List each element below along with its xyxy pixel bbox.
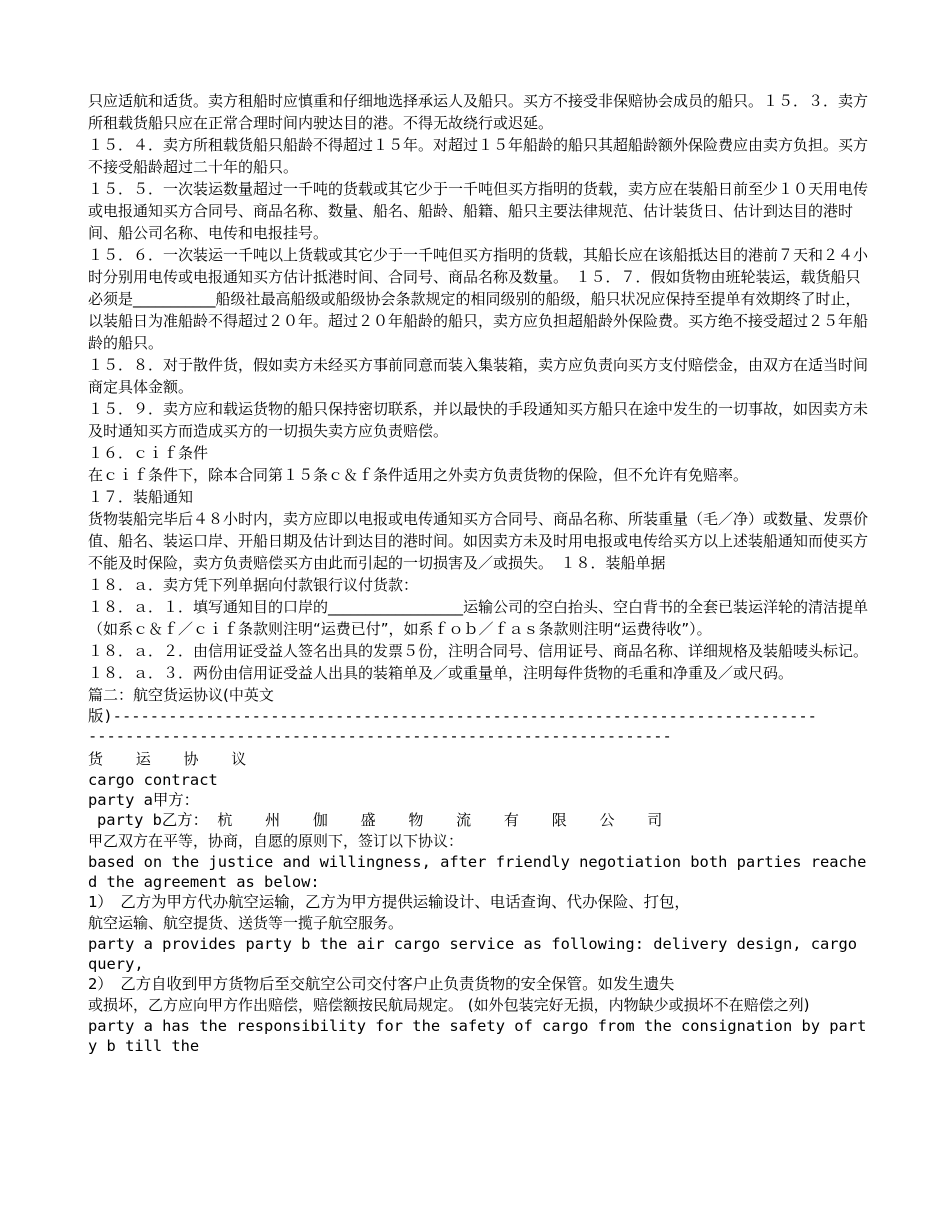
contract-title-cn: 货 运 协 议 (88, 750, 261, 768)
paragraph: １５．８．对于散件货，假如卖方未经买方事前同意而装入集装箱，卖方应负责向买方支付赔偿金，由双方在适当时间商定具体金额。 (88, 356, 869, 396)
paragraph: １５．６．一次装运一千吨以上货载或其它少于一千吨但买方指明的货载，其船长应在该船抵达目的港前７天和２４小时分别用电传或电报通知买方估计抵港时间、合同号、商品名称及数量。 １５．７．假如货物由班轮装运，载货船只必须是___________船级社最高船级或船级协会条款规定的相同级别的船级，船只状况应保持至提单有效期终了时止，以装船日为准船龄不得超过２０年。超过２０年船龄的船只，卖方应负担超船龄外保险费。买方绝不接受超过２５年船龄的船只。 (88, 246, 869, 352)
item2-en: party a has the responsibility for the safety of cargo from the consignation by party b till the (88, 1017, 867, 1055)
section-title: 篇二：航空货运协议(中英文 (88, 686, 274, 704)
paragraph: １５．４．卖方所租载货船只船龄不得超过１５年。对超过１５年船龄的船只其超船龄额外保险费应由卖方负担。买方不接受船龄超过二十年的船只。 (88, 136, 869, 176)
party-b-name: 杭 州 伽 盛 物 流 有 限 公 司 (217, 811, 677, 829)
separator-line (88, 706, 868, 726)
item2-cn-cont: 或损坏，乙方应向甲方作出赔偿，赔偿额按民航局规定。 (如外包装完好无损，内物缺少或损坏不在赔偿之列) (88, 996, 810, 1014)
paragraph: １５．５．一次装运数量超过一千吨的货载或其它少于一千吨但买方指明的货载，卖方应在装船日前至少１０天用电传或电报通知买方合同号、商品名称、数量、船名、船龄、船籍、船只主要法律规范、估计装货日、估计到达目的港时间、船公司名称、电传和电报挂号。 (88, 180, 869, 242)
item1-cn-cont: 航空运输、航空提货、送货等一揽子航空服务。 (88, 914, 404, 932)
paragraph: 只应适航和适货。卖方租船时应慎重和仔细地选择承运人及船只。买方不接受非保赔协会成员的船只。１５．３．卖方所租载货船只应在正常合理时间内驶达目的港。不得无故绕行或迟延。 (88, 92, 869, 132)
contract-title-en: cargo contract (88, 771, 218, 789)
paragraph: 货物装船完毕后４８小时内，卖方应即以电报或电传通知买方合同号、商品名称、所装重量（毛／净）或数量、发票价值、船名、装运口岸、开船日期及估计到达目的港时间。如因卖方未及时用电报或电传给买方以上述装船通知而使买方不能及时保险，卖方负责赔偿买方由此而引起的一切损害及／或损失。 １８．装船单据 (88, 510, 869, 572)
section-title-end: 版) (88, 707, 113, 725)
paragraph: 在ｃｉｆ条件下，除本合同第１５条ｃ＆ｆ条件适用之外卖方负责货物的保险，但不允许有免赔率。 (88, 466, 749, 484)
separator-line: --------------------------------------------------------------- (88, 727, 672, 745)
paragraph: １８．ａ．３．两份由信用证受益人出具的装箱单及／或重量单，注明每件货物的毛重和净重及／或尺码。 (88, 664, 794, 682)
paragraph: １５．９．卖方应和载运货物的船只保持密切联系，并以最快的手段通知买方船只在途中发生的一切事故，如因卖方未及时通知买方而造成买方的一切损失卖方应负责赔偿。 (88, 400, 869, 440)
paragraph: １８．ａ．２．由信用证受益人签名出具的发票５份，注明合同号、信用证号、商品名称、详细规格及装船唛头标记。 (88, 642, 869, 660)
intro-cn: 甲乙双方在平等，协商，自愿的原则下，签订以下协议： (88, 832, 464, 850)
item1-cn: 1） 乙方为甲方代办航空运输，乙方为甲方提供运输设计、电话查询、代办保险、打包， (88, 893, 690, 911)
party-b-line (88, 810, 868, 830)
dash-rule: ---------------------------------------------------------------------------- (112, 707, 817, 725)
intro-en: based on the justice and willingness, after friendly negotiation both parties reached the agreement as below: (88, 853, 867, 891)
item1-en: party a provides party b the air cargo service as following: delivery design, cargo query, (88, 935, 858, 973)
paragraph: １８．ａ．卖方凭下列单据向付款银行议付货款： (88, 576, 419, 594)
paragraph: １８．ａ．１．填写通知目的口岸的__________________运输公司的空白抬头、空白背书的全套已装运洋轮的清洁提单（如系ｃ＆ｆ／ｃｉｆ条款则注明“运费已付”，如系ｆｏｂ／ｆａｓ条款则注明“运费待收”）。 (88, 598, 869, 638)
party-a-line: party a甲方： (88, 791, 200, 809)
section-heading: １６．ｃｉｆ条件 (88, 444, 209, 462)
item2-cn: 2） 乙方自收到甲方货物后至交航空公司交付客户止负责货物的安全保管。如发生遗失 (88, 975, 675, 993)
document-page (88, 90, 868, 1056)
party-b-label: party b乙方： (97, 811, 209, 829)
section-heading: １７．装船通知 (88, 488, 194, 506)
